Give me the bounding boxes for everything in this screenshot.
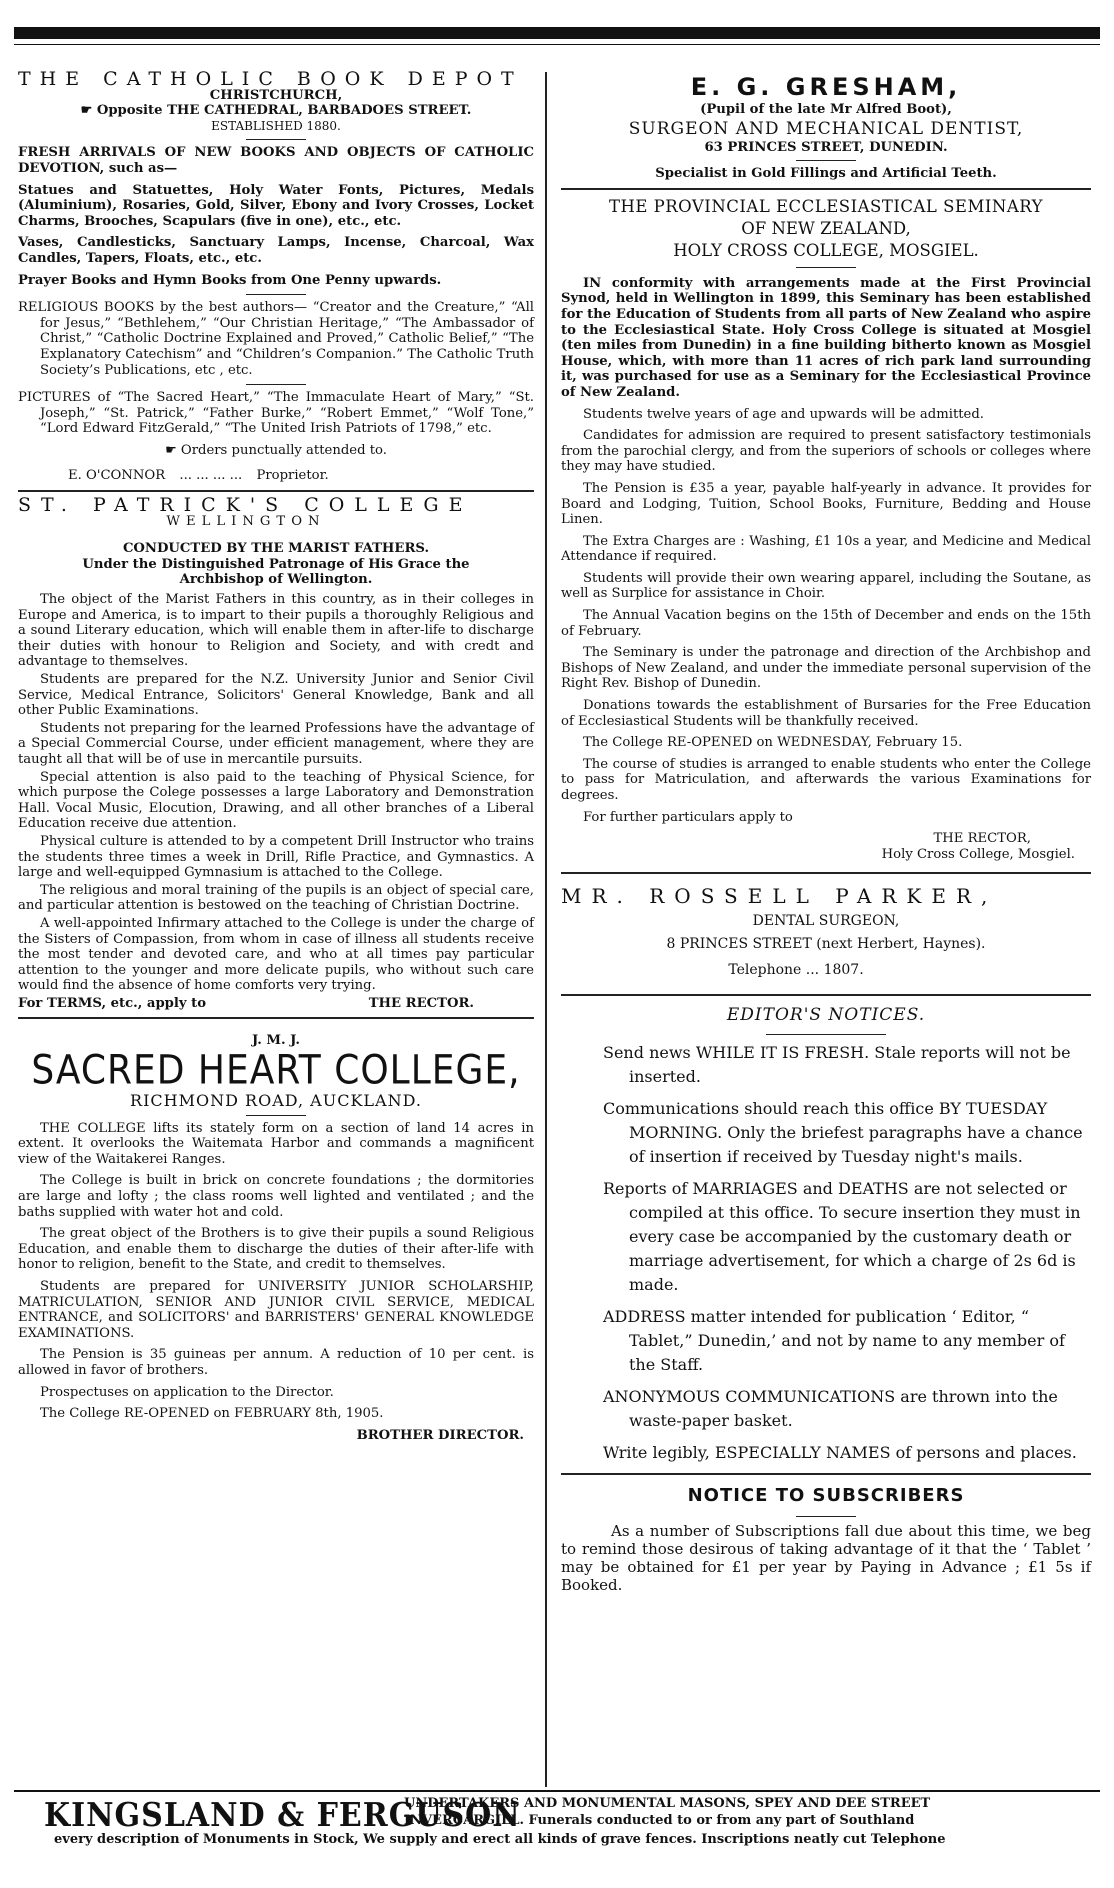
editors-notices: [561, 1002, 1091, 1475]
editor-item: ANONYMOUS COMMUNICATIONS are thrown into the waste-paper basket.: [603, 1387, 1058, 1431]
sacred-body: [18, 1121, 534, 1422]
pointing-hand-icon: ☛: [165, 442, 181, 458]
patricks-title: ST. PATRICK'S COLLEGE: [18, 494, 473, 517]
pointing-hand-icon: ☛: [80, 103, 97, 119]
seminary-paragraph: Donations towards the establishment of Bursaries for the Free Education of Ecclesiastical Students will be thankfully received.: [561, 698, 1091, 729]
patricks-paragraph: The religious and moral training of the pupils is an object of special care, and particular attention is bestowed on the teaching of Christian Doctrine.: [18, 882, 534, 914]
divider: [246, 294, 306, 295]
editor-item: Communications should reach this office BY TUESDAY MORNING. Only the briefest paragraphs have a chance of insertion if received by Tuesday night's mails.: [603, 1099, 1083, 1167]
seminary-rector-place: Holy Cross College, Mosgiel.: [881, 846, 1075, 862]
depot-opposite: ☛ Opposite THE CATHEDRAL, BARBADOES STREET.: [80, 103, 472, 119]
divider: [246, 139, 306, 140]
depot-vases: Vases, Candlesticks, Sanctuary Lamps, Incense, Charcoal, Wax Candles, Tapers, Floats, etc., etc.: [18, 235, 534, 266]
parker-telephone: Telephone ... 1807.: [728, 962, 864, 979]
footer-brand: KINGSLAND & FERGUSON: [44, 1796, 521, 1835]
footer-line-1: UNDERTAKERS AND MONUMENTAL MASONS, SPEY AND DEE STREET: [404, 1796, 931, 1811]
sacred-paragraph: Prospectuses on application to the Director.: [40, 1384, 334, 1400]
section-rule: [18, 490, 534, 492]
depot-fresh-arrivals: FRESH ARRIVALS OF NEW BOOKS AND OBJECTS OF CATHOLIC DEVOTION, such as—: [18, 145, 534, 176]
section-rule: [561, 994, 1091, 996]
seminary-paragraph: Candidates for admission are required to present satisfactory testimonials from the parochial clergy, and from the superiors of schools or colleges where they may have studied.: [561, 428, 1091, 475]
patricks-city: WELLINGTON: [166, 513, 326, 529]
patricks-conducted: CONDUCTED BY THE MARIST FATHERS.: [122, 541, 430, 557]
footer-rule: [14, 1790, 1100, 1792]
seminary-paragraph: Students will provide their own wearing apparel, including the Soutane, as well as Surplice for assistance in Choir.: [561, 570, 1091, 602]
seminary-title-3: HOLY CROSS COLLEGE, MOSGIEL.: [673, 240, 979, 260]
depot-title: THE CATHOLIC BOOK DEPOT: [18, 68, 523, 90]
depot-religious-books: RELIGIOUS BOOKS by the best authors— “Creator and the Creature,” “All for Jesus,” “Bethlehem,” “Our Christian Heritage,” “The Ambassador of Christ,” “Catholic Doctrine Explained and Proved,” Catholic Belief,” “The Explanatory Catechism” and “Children’s Companion.” The Catholic Truth Society’s Publications, etc , etc.: [18, 300, 534, 378]
depot-statues: Statues and Statuettes, Holy Water Fonts, Pictures, Medals (Aluminium), Rosaries, Gold, Silver, Ebony and Ivory Crosses, Locket Charms, Brooches, Scapulars (five in one), etc., etc.: [18, 182, 534, 229]
top-thin-rule: [14, 44, 1100, 45]
patricks-paragraph: A well-appointed Infirmary attached to the College is under the charge of the Sisters of Compassion, from whom in case of illness all students receive the most tender and devoted care, and who at all times pay particular attention to the younger and more delicate pupils, who without such care would find the absence of home comforts very trying.: [18, 915, 534, 994]
footer-line-2: INVERCARGILL. Funerals conducted to or from any part of Southland: [404, 1813, 915, 1828]
seminary-paragraph: The Extra Charges are : Washing, £1 10s a year, and Medicine and Medical Attendance if required.: [561, 533, 1091, 565]
sacred-title: SACRED HEART COLLEGE,: [31, 1047, 521, 1094]
footer-line-3: every description of Monuments in Stock, We supply and erect all kinds of grave fences. Inscriptions neatly cut Telephone: [54, 1832, 946, 1847]
editor-title: EDITOR'S NOTICES.: [726, 1005, 926, 1026]
seminary-ad: [561, 196, 1091, 875]
catholic-book-depot-ad: [18, 68, 534, 492]
editor-item: ADDRESS matter intended for publication ‘ Editor, “ Tablet,” Dunedin,’ and not by name to any member of the Staff.: [603, 1307, 1065, 1375]
left-column: [18, 68, 534, 1443]
depot-city: CHRISTCHURCH,: [209, 87, 343, 103]
depot-orders: ☛ Orders punctually attended to.: [165, 442, 387, 458]
seminary-rector: THE RECTOR,: [933, 831, 1031, 847]
gresham-pupil: (Pupil of the late Mr Alfred Boot),: [700, 102, 952, 117]
seminary-paragraph: The course of studies is arranged to enable students who enter the College to pass for Matriculation, and afterwards the various Examinations for degrees.: [561, 756, 1091, 803]
editor-item: Reports of MARRIAGES and DEATHS are not selected or compiled at this office. To secure insertion they must in every case be accompanied by the customary death or marriage advertisement, for which a charge of 2s 6d is made.: [603, 1179, 1081, 1295]
gresham-address: 63 PRINCES STREET, DUNEDIN.: [704, 139, 948, 155]
seminary-body: [561, 276, 1091, 825]
notice-to-subscribers: [561, 1481, 1091, 1594]
editor-items: [561, 1041, 1091, 1465]
column-divider: [545, 72, 547, 1787]
divider: [796, 267, 856, 268]
seminary-paragraph: IN conformity with arrangements made at the First Provincial Synod, held in Wellington in 1899, this Seminary has been established for the Education of Students from all parts of New Zealand who aspire to the Ecclesiastical State. Holy Cross College is situated at Mosgiel (ten miles from Dunedin) in a fine building bitherto known as Mosgiel House, which, with more than 11 acres of rich park land surrounding it, was purchased for use as a Seminary for the Ecclesiastical Province of New Zealand.: [561, 275, 1091, 400]
st-patricks-college-ad: [18, 494, 534, 1019]
patricks-paragraph: Special attention is also paid to the teaching of Physical Science, for which purpose the Colege possesses a large Laboratory and Demonstration Hall. Vocal Music, Elocution, Drawing, and all other branches of a Liberal Education receive due attention.: [18, 769, 534, 832]
seminary-paragraph: For further particulars apply to: [583, 809, 793, 825]
divider: [796, 160, 856, 161]
patricks-paragraph: Students not preparing for the learned Professions have the advantage of a Special Commercial Course, under efficient management, where they are taught all that will be of use in mercantile pursuits.: [18, 720, 534, 767]
sacred-paragraph: The College RE-OPENED on FEBRUARY 8th, 1905.: [40, 1406, 384, 1422]
sacred-paragraph: THE COLLEGE lifts its stately form on a section of land 14 acres in extent. It overlooks the Waitemata Harbor and commands a magnificent view of the Waitakerei Ranges.: [18, 1120, 534, 1167]
divider: [766, 1034, 886, 1035]
divider: [246, 1115, 306, 1116]
section-rule: [561, 1473, 1091, 1475]
sacred-director: BROTHER DIRECTOR.: [356, 1427, 524, 1443]
sacred-address: RICHMOND ROAD, AUCKLAND.: [130, 1091, 422, 1111]
editor-item: Write legibly, ESPECIALLY NAMES of persons and places.: [603, 1443, 1077, 1463]
seminary-paragraph: The Annual Vacation begins on the 15th of December and ends on the 15th of February.: [561, 608, 1091, 639]
subscribers-title: NOTICE TO SUBSCRIBERS: [687, 1485, 965, 1507]
section-rule: [561, 188, 1091, 190]
patricks-terms: For TERMS, etc., apply to THE RECTOR.: [18, 995, 474, 1011]
sacred-heart-college-ad: [18, 1033, 534, 1443]
seminary-paragraph: The College RE-OPENED on WEDNESDAY, February 15.: [583, 735, 963, 751]
divider: [246, 384, 306, 385]
patricks-paragraph: Students are prepared for the N.Z. University Junior and Senior Civil Service, Medical Entrance, Solicitors' General Knowledge, Bank and all other Public Examinations.: [18, 672, 534, 719]
patricks-body: [18, 592, 534, 994]
sacred-paragraph: Students are prepared for UNIVERSITY JUNIOR SCHOLARSHIP, MATRICULATION, SENIOR AND JUNIOR CIVIL SERVICE, MEDICAL ENTRANCE, and SOLICITORS' and BARRISTERS' GENERAL KNOWLEDGE EXAMINATIONS.: [18, 1279, 534, 1341]
gresham-specialist: Specialist in Gold Fillings and Artificial Teeth.: [655, 166, 997, 182]
seminary-paragraph: The Seminary is under the patronage and direction of the Archbishop and Bishops of New Zealand, and under the immediate personal supervision of the Right Rev. Bishop of Dunedin.: [561, 645, 1091, 692]
depot-established: ESTABLISHED 1880.: [211, 118, 341, 133]
seminary-title-1: THE PROVINCIAL ECCLESIASTICAL SEMINARY: [608, 196, 1044, 216]
parker-name: MR. ROSSELL PARKER,: [561, 884, 998, 909]
gresham-title: SURGEON AND MECHANICAL DENTIST,: [628, 118, 1024, 139]
parker-ad: [561, 882, 1091, 996]
sacred-paragraph: The Pension is 35 guineas per annum. A reduction of 10 per cent. is allowed in favor of brothers.: [18, 1347, 534, 1378]
divider: [796, 1516, 856, 1517]
section-rule: [561, 872, 1091, 874]
top-heavy-rule: [14, 27, 1100, 39]
sacred-paragraph: The College is built in brick on concrete foundations ; the dormitories are large and lofty ; the class rooms well lighted and ventilated ; and the baths supplied with water hot and cold.: [18, 1173, 534, 1220]
parker-title: DENTAL SURGEON,: [752, 913, 900, 930]
patricks-paragraph: The object of the Marist Fathers in this country, as in their colleges in Europe and America, is to impart to their pupils a thoroughly Religious and a sound Literary education, which will enable them in after-life to discharge their duties with honour to Religion and Society, and with credt and advantage to themselves.: [18, 592, 534, 670]
sacred-paragraph: The great object of the Brothers is to give their pupils a sound Religious Education, and enable them to discharge the duties of their after-life with honor to religion, benefit to the State, and credit to themselves.: [18, 1226, 534, 1273]
seminary-title-2: OF NEW ZEALAND,: [741, 218, 911, 238]
depot-prayer-books: Prayer Books and Hymn Books from One Penny upwards.: [18, 272, 442, 288]
depot-proprietor: E. O'CONNOR ... ... ... ... Proprietor.: [68, 468, 329, 484]
seminary-paragraph: The Pension is £35 a year, payable half-yearly in advance. It provides for Board and Lodging, Tuition, School Books, Furniture, Bedding and House Linen.: [561, 480, 1091, 528]
gresham-name: E. G. GRESHAM,: [690, 73, 962, 101]
right-column: [561, 72, 1091, 1600]
section-rule: [18, 1017, 534, 1019]
seminary-paragraph: Students twelve years of age and upwards will be admitted.: [583, 406, 984, 422]
subscribers-text: As a number of Subscriptions fall due about this time, we beg to remind those desirous of taking advantage of it that the ‘ Tablet ’ may be obtained for £1 per year by Paying in Advance ; £1 5s if Booked.: [561, 1522, 1091, 1595]
parker-address: 8 PRINCES STREET (next Herbert, Haynes).: [666, 936, 986, 953]
sacred-jmj: J. M. J.: [252, 1033, 300, 1049]
gresham-ad: [561, 72, 1091, 190]
depot-pictures: PICTURES of “The Sacred Heart,” “The Immaculate Heart of Mary,” “St. Joseph,” “St. Patrick,” “Father Burke,” “Robert Emmet,” “Wolf Tone,” “Lord Edward FitzGerald,” “The United Irish Patriots of 1798,” etc.: [18, 390, 534, 437]
patricks-patronage: Under the Distinguished Patronage of His Grace the Archbishop of Wellington.: [82, 556, 470, 588]
patricks-paragraph: Physical culture is attended to by a competent Drill Instructor who trains the students three times a week in Drill, Rifle Practice, and Gymnastics. A large and well-equipped Gymnasium is attached to the College.: [18, 833, 534, 881]
footer-advertisement: [14, 1790, 1100, 1847]
editor-item: Send news WHILE IT IS FRESH. Stale reports will not be inserted.: [603, 1043, 1071, 1087]
